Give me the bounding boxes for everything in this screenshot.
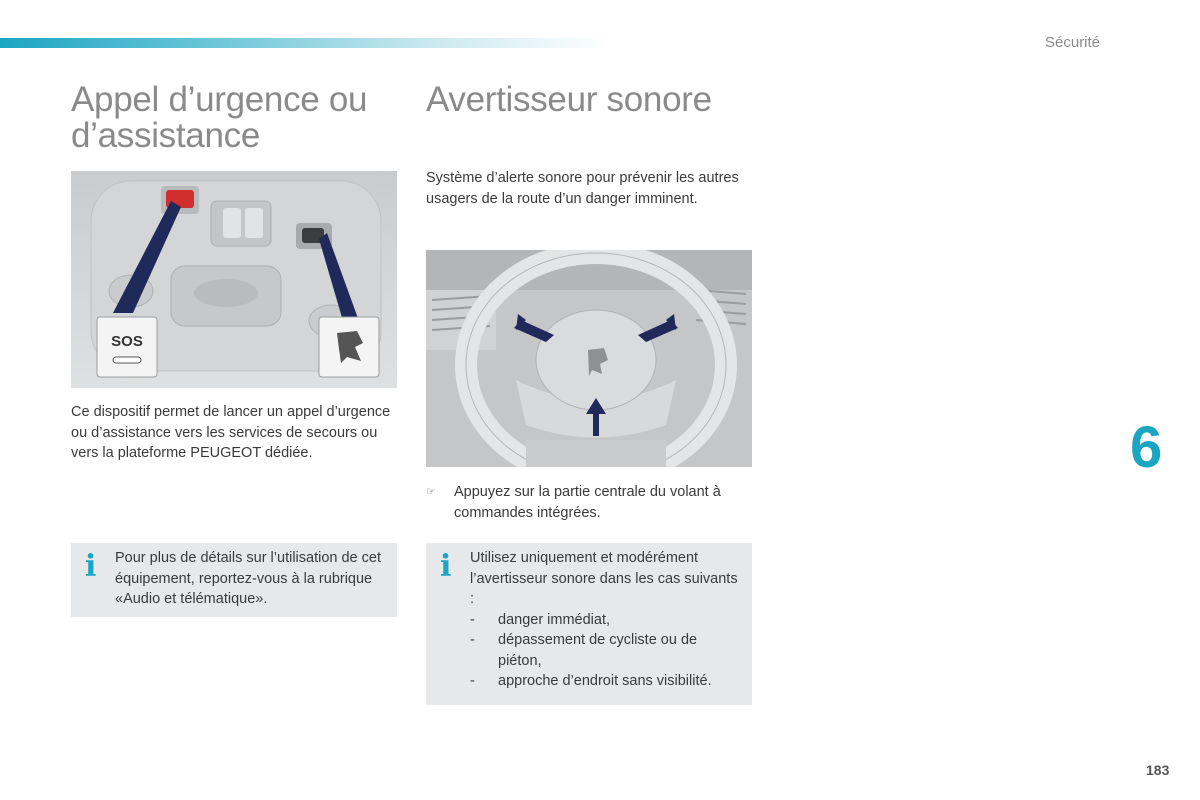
page-number: 183 xyxy=(1146,762,1170,778)
info-icon: i xyxy=(440,549,452,584)
info-box-audio xyxy=(71,543,397,617)
list-item: - danger immédiat, xyxy=(470,611,611,628)
header-accent-bar xyxy=(0,38,610,48)
info-icon: i xyxy=(85,549,97,584)
list-item: - approche d’endroit sans visibilité. xyxy=(470,673,712,689)
emergency-call-title xyxy=(71,82,401,154)
horn-instruction xyxy=(426,482,746,523)
info-box-horn-usage xyxy=(426,543,752,705)
emergency-title-line1: Appel d’urgence ou xyxy=(71,80,368,119)
list-item: - dépassement de cycliste ou de piéton, xyxy=(470,632,698,669)
section-title: Sécurité xyxy=(1045,34,1101,51)
emergency-title-line2: d’assistance xyxy=(71,116,261,155)
info-box-text: Pour plus de détails sur l’utilisation de cet équipement, reportez-vous à la rubrique «Audio et télématique». xyxy=(115,550,381,607)
pointing-hand-icon: ☞ xyxy=(426,486,436,498)
info-box-horn-body xyxy=(470,548,740,692)
chapter-number: 6 xyxy=(1130,415,1163,480)
horn-description: Système d’alerte sonore pour prévenir les autres usagers de la route d’un danger imminent. xyxy=(426,170,739,207)
steering-wheel-image xyxy=(426,250,752,467)
info-box-horn-intro: Utilisez uniquement et modérément l’avertisseur sonore dans les cas suivants : xyxy=(470,550,738,607)
horn-title: Avertisseur sonore xyxy=(426,80,712,119)
horn-instruction-text: Appuyez sur la partie centrale du volant à commandes intégrées. xyxy=(454,484,721,521)
roof-console-image xyxy=(71,171,397,388)
emergency-description: Ce dispositif permet de lancer un appel d’urgence ou d’assistance vers les services de secours ou vers la plateforme PEUGEOT dédiée. xyxy=(71,404,391,461)
sos-label: SOS xyxy=(111,333,143,350)
horn-usage-list xyxy=(470,610,740,692)
